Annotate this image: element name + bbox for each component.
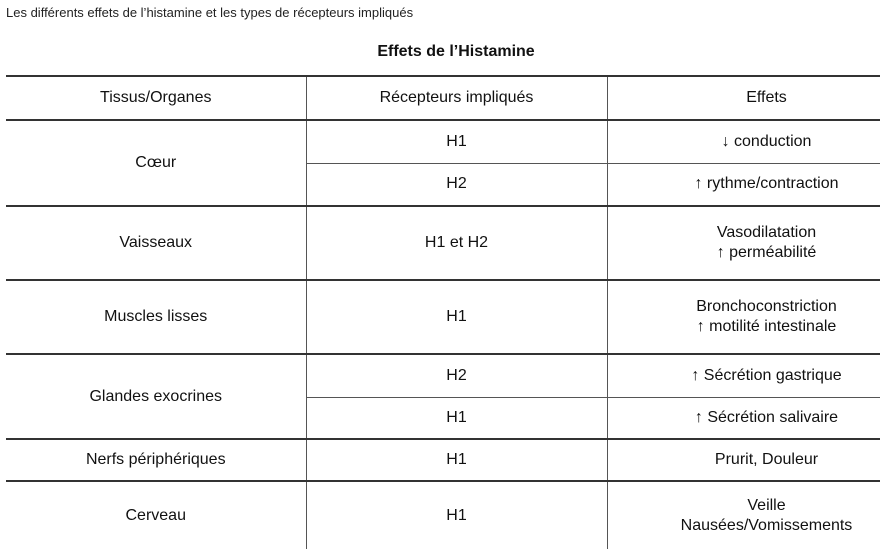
effect-line: Prurit, Douleur [714,451,819,468]
receptor-cell: H1 [306,280,607,354]
organ-cell: Cerveau [6,481,306,549]
receptor-cell: H1 [306,481,607,549]
receptor-cell: H1 et H2 [306,206,607,280]
receptor-cell: H1 [306,120,607,163]
effect-line: ↓ conduction [721,132,812,150]
organ-cell: Muscles lisses [6,280,306,354]
receptor-cell: H2 [306,354,607,397]
table-title: Effets de l’Histamine [377,43,535,60]
effect-line: ↑ Sécrétion salivaire [694,408,839,426]
effect-line: Veille [747,496,786,514]
effect-line: Nausées/Vomissements [680,516,853,534]
receptor-cell: H2 [306,163,607,206]
effect-line: Bronchoconstriction [696,298,837,315]
header-receptors: Récepteurs impliqués [306,76,607,120]
effect-cell [607,481,880,549]
table-row [6,120,880,163]
table-row [6,481,880,549]
table-row [6,206,880,280]
header-effects: Effets [607,76,880,120]
receptor-cell: H1 [306,397,607,439]
receptor-cell: H1 [306,439,607,481]
organ-cell: Vaisseaux [6,206,306,280]
effect-line: ↑ rythme/contraction [694,175,839,193]
effect-line: ↑ perméabilité [716,244,817,261]
effect-cell [607,397,880,439]
figure-caption: Les différents effets de l’histamine et les types de récepteurs impliqués [6,5,414,20]
table-row [6,439,880,481]
effect-cell [607,280,880,354]
effect-cell [607,206,880,280]
organ-cell: Nerfs périphériques [6,439,306,481]
effect-cell [607,120,880,163]
effect-line: ↑ Sécrétion gastrique [691,366,842,384]
table-row [6,354,880,397]
effect-cell [607,163,880,206]
table-header-row [6,76,880,120]
histamine-effects-table [6,75,880,549]
effect-cell [607,354,880,397]
effect-line: Vasodilatation [716,224,817,241]
header-organs: Tissus/Organes [6,76,306,120]
table-row [6,280,880,354]
effect-line: ↑ motilité intestinale [696,318,837,335]
organ-cell: Cœur [6,120,306,206]
organ-cell: Glandes exocrines [6,354,306,439]
effect-cell [607,439,880,481]
